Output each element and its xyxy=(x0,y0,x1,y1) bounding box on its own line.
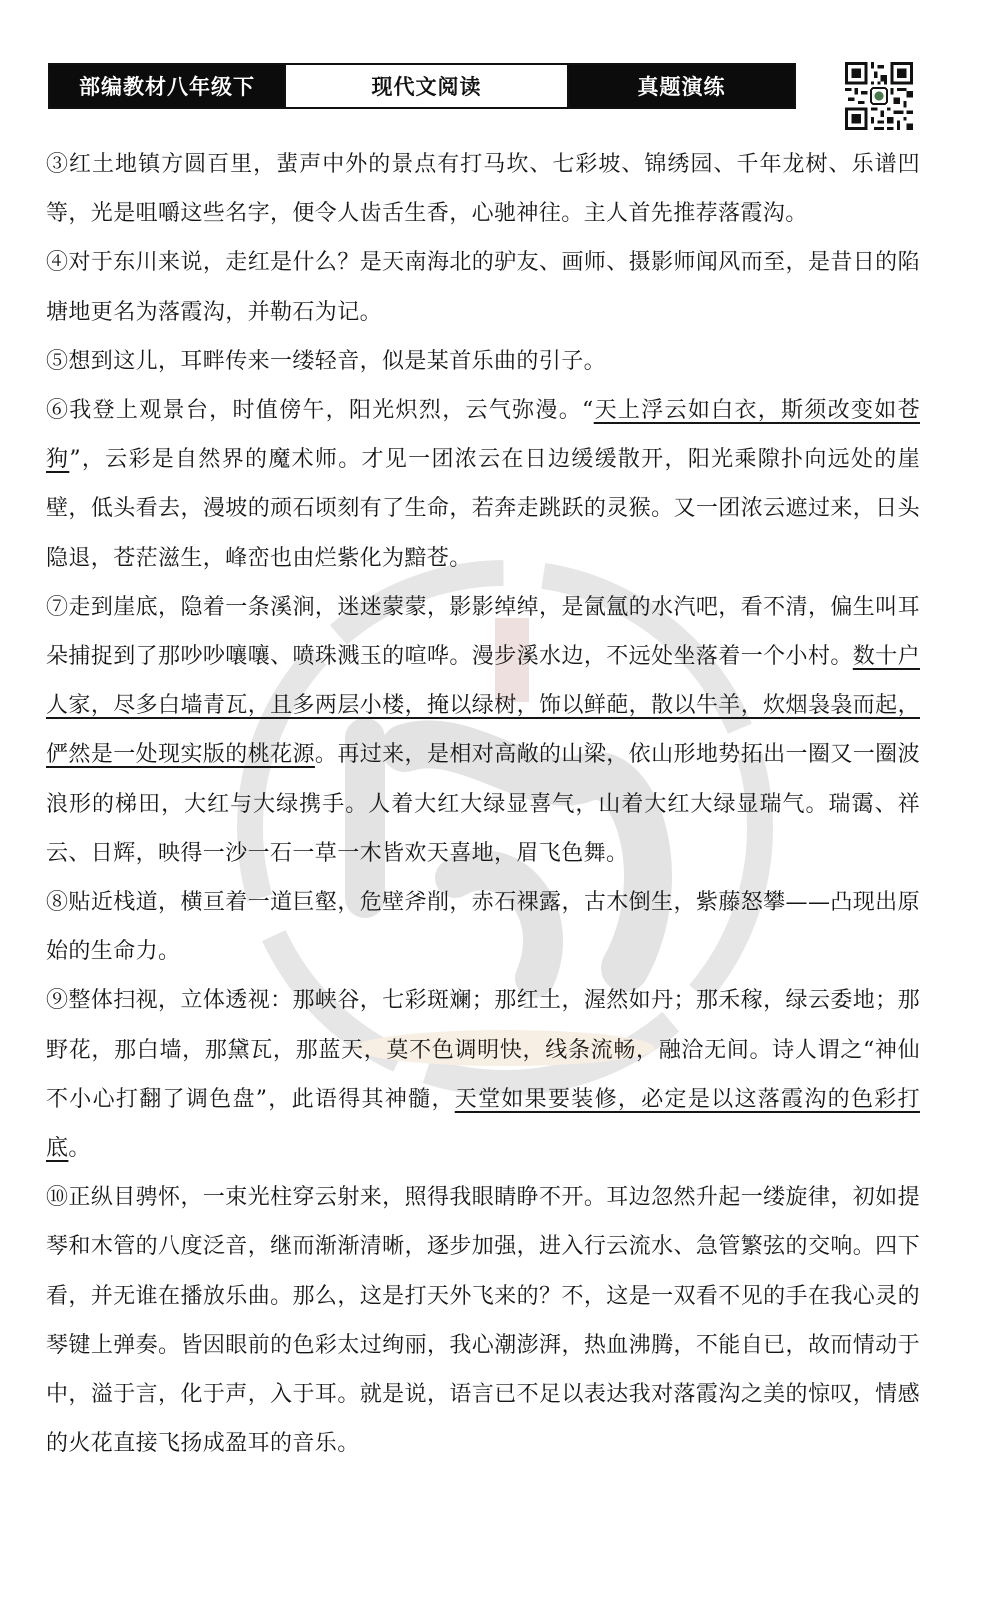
paragraph-5-text: ⑤想到这儿，耳畔传来一缕轻音，似是某首乐曲的引子。 xyxy=(46,348,607,374)
paragraph-7-text-a: ⑦走到崖底，隐着一条溪涧，迷迷蒙蒙，影影绰绰，是氤氲的水汽吧，看不清，偏生叫耳朵捕捉到了那吵吵嚷嚷、喷珠溅玉的喧哗。漫步溪水边，不远处坐落着一个小村。 xyxy=(46,594,920,670)
header-topic-label: 现代文阅读 xyxy=(284,65,569,107)
paragraph-3-text: ③红土地镇方圆百里，蜚声中外的景点有打马坎、七彩坡、锦绣园、千年龙树、乐谱凹等，光是咀嚼这些名字，便令人齿舌生香，心驰神往。主人首先推荐落霞沟。 xyxy=(46,152,920,227)
paragraph-9-text-a: ⑨整体扫视，立体透视：那峡谷，七彩斑斓；那红土，渥然如丹；那禾稼，绿云委地；那野花，那白墙，那黛瓦，那蓝天，莫不色调明快，线条流畅，融洽无间。诗人谓之“神仙不小心打翻了调色盘”，此语得其神髓， xyxy=(46,988,920,1112)
article-body xyxy=(46,140,920,1468)
paragraph-7-text-b: 。再过来，是相对高敞的山梁，依山形地势拓出一圈又一圈波浪形的梯田，大红与大绿携手。人着大红大绿显喜气，山着大红大绿显瑞气。瑞霭、祥云、日辉，映得一沙一石一草一木皆欢天喜地，眉飞色舞。 xyxy=(46,742,920,866)
paragraph-7-underlined-sentence: 数十户人家，尽多白墙青瓦，且多两层小楼，掩以绿树，饰以鲜葩，散以牛羊，炊烟袅袅而起，俨然是一处现实版的桃花源 xyxy=(46,644,921,768)
paragraph-5 xyxy=(46,337,920,386)
paragraph-10-text: ⑩正纵目骋怀，一束光柱穿云射来，照得我眼睛睁不开。耳边忽然升起一缕旋律，初如提琴和木管的八度泛音，继而渐渐清晰，逐步加强，进入行云流水、急管繁弦的交响。四下看，并无谁在播放乐曲。那么，这是打天外飞来的？不，这是一双看不见的手在我心灵的琴键上弹奏。皆因眼前的色彩太过绚丽，我心潮澎湃，热血沸腾，不能自已，故而情动于中，溢于言，化于声，入于耳。就是说，语言已不足以表达我对落霞沟之美的惊叹，情感的火花直接飞扬成盈耳的音乐。 xyxy=(46,1185,920,1457)
header-bar xyxy=(48,63,796,109)
paragraph-10 xyxy=(46,1173,920,1468)
paragraph-9-text-b: 。 xyxy=(68,1136,91,1162)
header-grade-label: 部编教材八年级下 xyxy=(50,65,284,107)
paragraph-8 xyxy=(46,878,920,976)
paragraph-9-underlined-sentence: 天堂如果要装修，必定是以这落霞沟的色彩打底 xyxy=(46,1086,920,1162)
paragraph-6-text-a: ⑥我登上观景台，时值傍午，阳光炽烈，云气弥漫。“ xyxy=(46,398,594,424)
paragraph-4-text: ④对于东川来说，走红是什么？是天南海北的驴友、画师、摄影师闻风而至，是昔日的陷塘地更名为落霞沟，并勒石为记。 xyxy=(46,250,920,325)
paragraph-6-text-b: ”，云彩是自然界的魔术师。才见一团浓云在日边缓缓散开，阳光乘隙扑向远处的崖壁，低头看去，漫坡的顽石顷刻有了生命，若奔走跳跃的灵猴。又一团浓云遮过来，日头隐退，苍茫滋生，峰峦也由烂紫化为黯苍。 xyxy=(46,447,920,571)
paragraph-7 xyxy=(46,583,920,878)
paragraph-6 xyxy=(46,386,920,583)
paragraph-6-underlined-sentence: 天上浮云如白衣，斯须改变如苍狗 xyxy=(46,398,920,473)
header-section-label: 真题演练 xyxy=(569,65,794,107)
paragraph-3 xyxy=(46,140,920,238)
paragraph-8-text: ⑧贴近栈道，横亘着一道巨壑，危壁斧削，赤石裸露，古木倒生，紫藤怒攀——凸现出原始的生命力。 xyxy=(46,890,920,965)
paragraph-9 xyxy=(46,976,920,1173)
qr-code-icon xyxy=(845,62,913,130)
paragraph-4 xyxy=(46,238,920,336)
